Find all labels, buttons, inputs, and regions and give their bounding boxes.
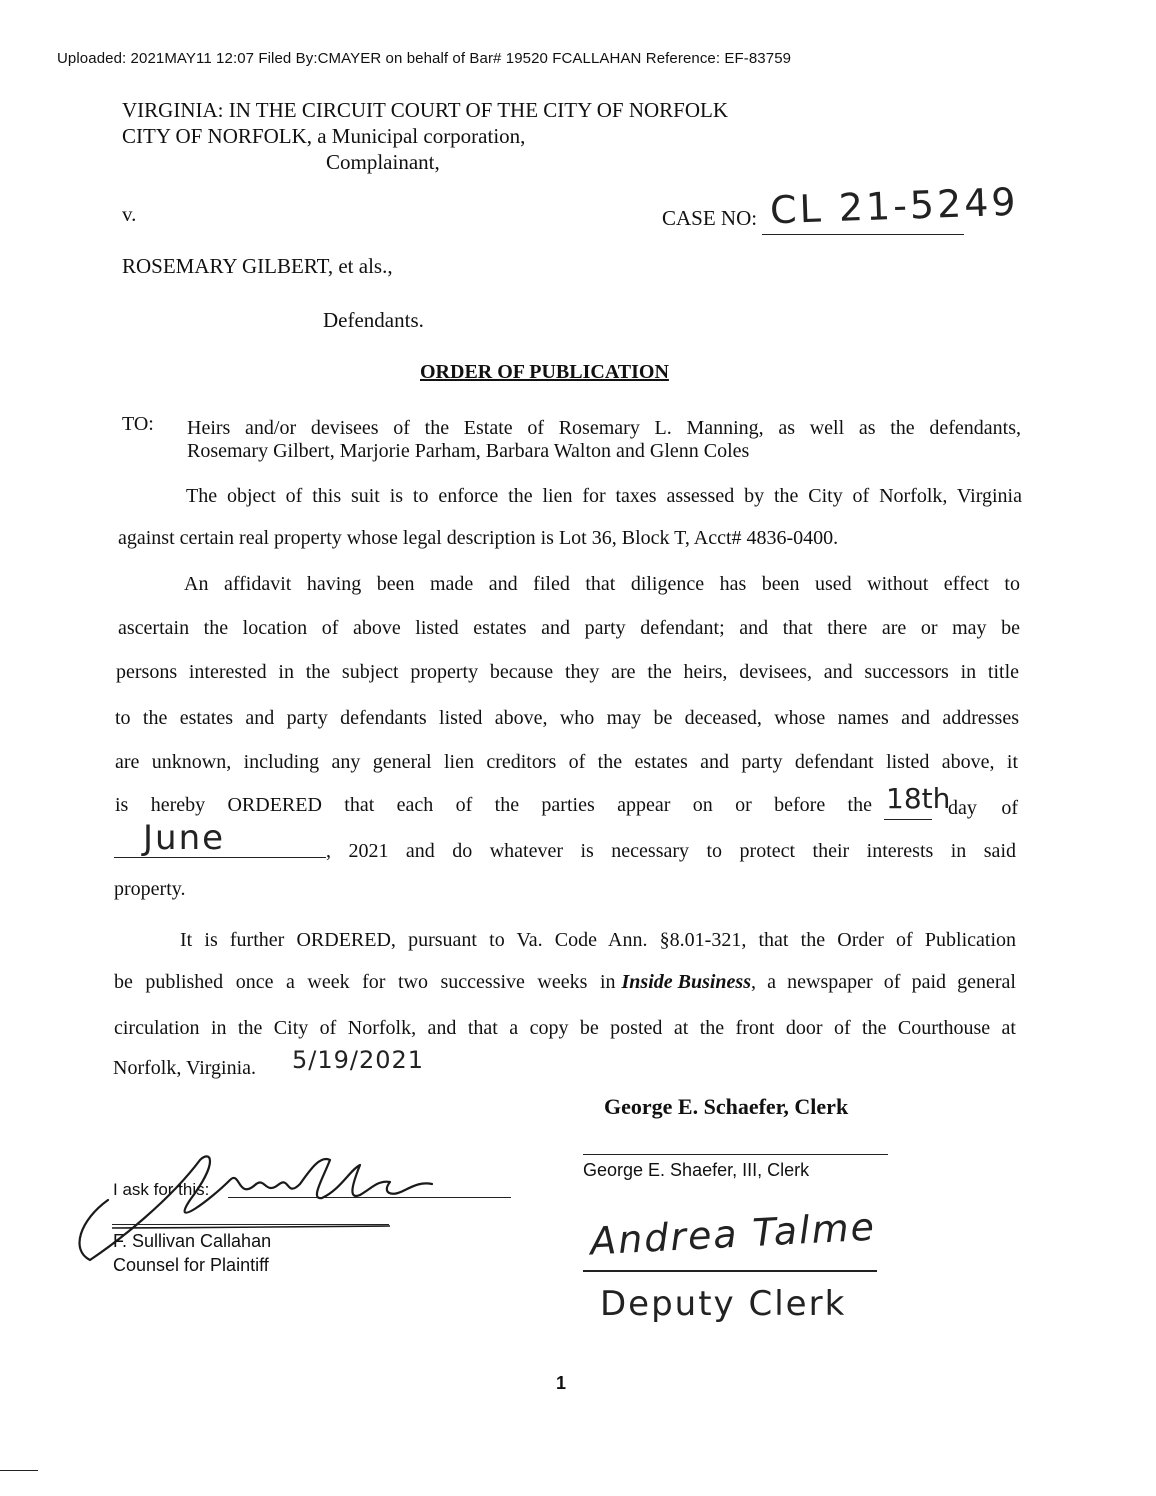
paragraph-3-line-2-after: , a newspaper of paid general [751, 971, 1016, 993]
clerk-stamp: George E. Schaefer, Clerk [604, 1094, 849, 1119]
paragraph-2-line-2: ascertain the location of above listed estates and party defendant; and that there are or may be [118, 617, 1020, 639]
paragraph-3-line-1: It is further ORDERED, pursuant to Va. Code Ann. §8.01-321, that the Order of Publication [180, 929, 1016, 951]
case-number-underline [762, 234, 964, 235]
deputy-clerk-title: Deputy Clerk [600, 1284, 847, 1324]
counsel-title: Counsel for Plaintiff [113, 1255, 269, 1275]
paragraph-3-line-2 [114, 972, 1016, 992]
paragraph-2-line-3: persons interested in the subject property because they are the heirs, devisees, and successors in title [116, 661, 1019, 683]
handwritten-month: June [143, 818, 226, 858]
clerk-printed-name: George E. Shaefer, III, Clerk [583, 1160, 810, 1180]
to-line-1: Heirs and/or devisees of the Estate of Rosemary L. Manning, as well as the defendants, [187, 417, 1021, 439]
defendant-role: Defendants. [323, 308, 424, 332]
versus-label: v. [122, 202, 137, 226]
counsel-name: F. Sullivan Callahan [113, 1231, 272, 1251]
defendant-name: ROSEMARY GILBERT, et als., [122, 254, 393, 278]
paragraph-2-line-8: property. [114, 878, 186, 900]
paragraph-2-line-1: An affidavit having been made and filed that diligence has been used without effect to [184, 573, 1020, 595]
deputy-signature-line [583, 1270, 877, 1272]
paragraph-3-line-2-before: be published once a week for two successive weeks in [114, 971, 616, 993]
paragraph-1-line-1: The object of this suit is to enforce the lien for taxes assessed by the City of Norfolk, Virginia [186, 485, 1022, 507]
paragraph-3-line-4: Norfolk, Virginia. [113, 1057, 257, 1079]
handwritten-day: 18th [886, 782, 951, 815]
month-blank-underline [114, 857, 326, 858]
ask-for-this-label: I ask for this: [113, 1180, 210, 1199]
to-line-2: Rosemary Gilbert, Marjorie Parham, Barbara Walton and Glenn Coles [187, 440, 750, 462]
paragraph-2-line-6: is hereby ORDERED that each of the parties appear on or before the [115, 794, 872, 816]
paragraph-2-line-7: , 2021 and do whatever is necessary to protect their interests in said [326, 840, 1016, 862]
day-blank-underline [884, 819, 932, 820]
court-heading: VIRGINIA: IN THE CIRCUIT COURT OF THE CITY OF NORFOLK [122, 98, 729, 122]
plaintiff-role: Complainant, [326, 150, 440, 174]
to-label: TO: [122, 413, 154, 435]
counsel-signature-line [112, 1224, 389, 1225]
document-title: ORDER OF PUBLICATION [420, 361, 669, 383]
case-number-label: CASE NO: [662, 206, 758, 230]
paragraph-1-line-2: against certain real property whose legal description is Lot 36, Block T, Acct# 4836-0400. [118, 527, 839, 549]
paragraph-2-line-5: are unknown, including any general lien creditors of the estates and party defendant listed above, it [115, 751, 1018, 773]
paragraph-2-line-4: to the estates and party defendants listed above, who may be deceased, whose names and addresses [115, 707, 1019, 729]
newspaper-name: Inside Business [621, 971, 751, 993]
paragraph-3-line-3: circulation in the City of Norfolk, and that a copy be posted at the front door of the Courthouse at [114, 1017, 1016, 1039]
clerk-signature-line [583, 1154, 888, 1155]
page-number: 1 [556, 1373, 567, 1393]
day-of-label: day of [948, 797, 1018, 819]
plaintiff-name: CITY OF NORFOLK, a Municipal corporation, [122, 124, 526, 148]
scan-edge-mark [0, 1470, 38, 1471]
case-number-handwritten: CL 21-5249 [769, 179, 1020, 233]
deputy-clerk-signature: Andrea Talme [589, 1204, 877, 1264]
upload-stamp: Uploaded: 2021MAY11 12:07 Filed By:CMAYER on behalf of Bar# 19520 FCALLAHAN Reference: EF-83759 [57, 50, 792, 67]
handwritten-date: 5/19/2021 [292, 1046, 425, 1074]
